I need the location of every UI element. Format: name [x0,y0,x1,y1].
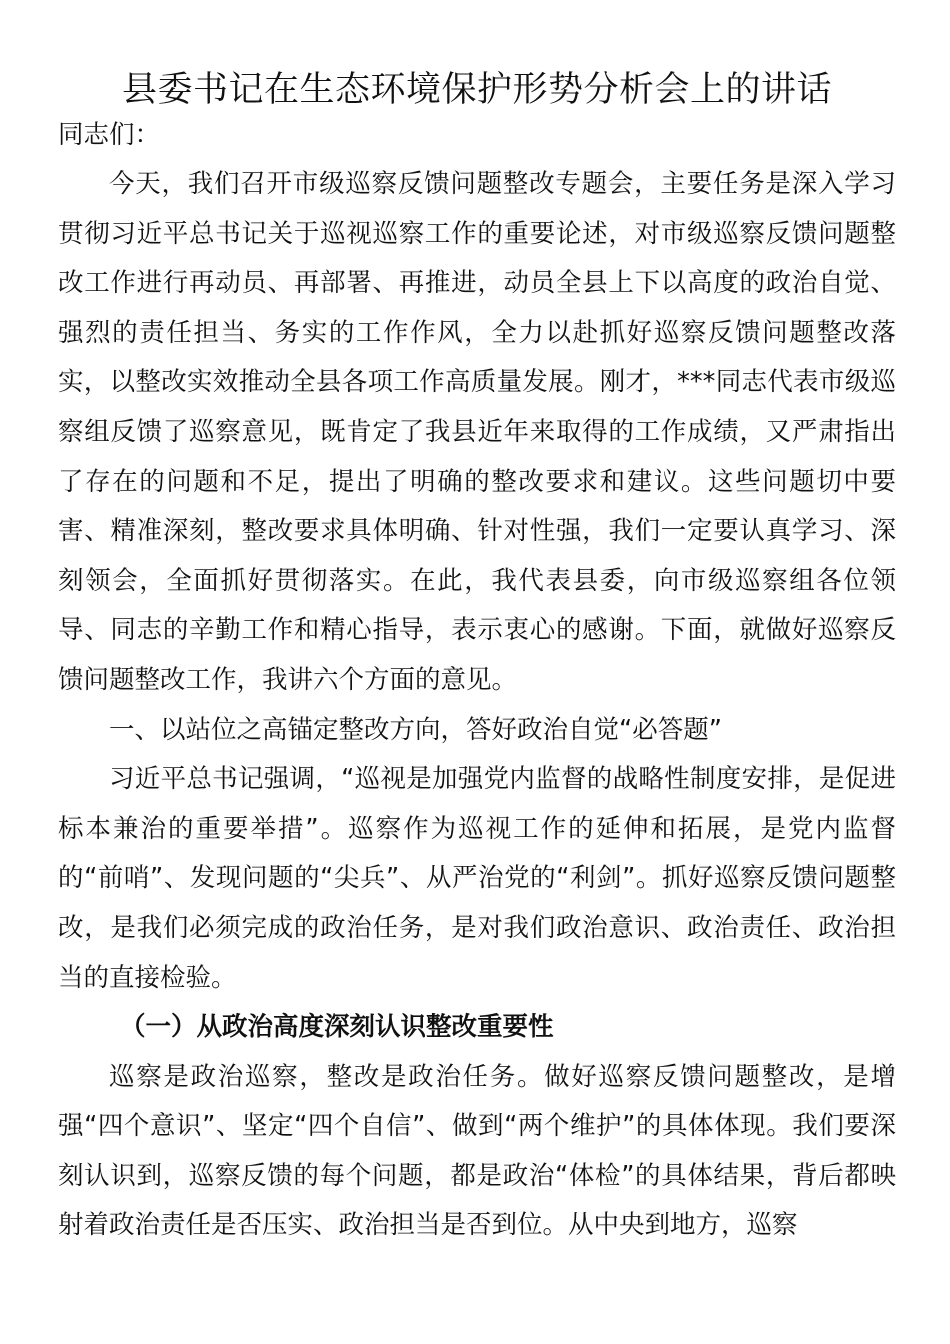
subsection-1-paragraph: 巡察是政治巡察，整改是政治任务。做好巡察反馈问题整改，是增强“四个意识”、坚定“四个自信”、做到“两个维护”的具体体现。我们要深刻认识到，巡察反馈的每个问题，都是政治“体检”的具体结果，背后都映射着政治责任是否压实、政治担当是否到位。从中央到地方，巡察 [58,1061,896,1241]
document-title: 县委书记在生态环境保护形势分析会上的讲话 [121,70,832,110]
intro-paragraph: 今天，我们召开市级巡察反馈问题整改专题会，主要任务是深入学习贯彻习近平总书记关于巡视巡察工作的重要论述，对市级巡察反馈问题整改工作进行再动员、再部署、再推进，动员全县上下以高度的政治自觉、强烈的责任担当、务实的工作作风，全力以赴抓好巡察反馈问题整改落实，以整改实效推动全县各项工作高质量发展。刚才，***同志代表市级巡察组反馈了巡察意见，既肯定了我县近年来取得的工作成绩，又严肃指出了存在的问题和不足，提出了明确的整改要求和建议。这些问题切中要害、精准深刻，整改要求具体明确、针对性强，我们一定要认真学习、深刻领会，全面抓好贯彻落实。在此，我代表县委，向市级巡察组各位领导、同志的辛勤工作和精心指导，表示衷心的感谢。下面，就做好巡察反馈问题整改工作，我讲六个方面的意见。 [58,169,896,695]
section-1-heading: 一、以站位之高锚定整改方向，答好政治自觉“必答题” [109,714,722,745]
subsection-1-heading: （一）从政治高度深刻认识整改重要性 [120,1012,554,1043]
document-page [58,62,896,1251]
salutation: 同志们： [58,120,161,150]
section-1-paragraph: 习近平总书记强调，“巡视是加强党内监督的战略性制度安排，是促进标本兼治的重要举措”。巡察作为巡视工作的延伸和拓展，是党内监督的“前哨”、发现问题的“尖兵”、从严治党的“利剑”。抓好巡察反馈问题整改，是我们必须完成的政治任务，是对我们政治意识、政治责任、政治担当的直接检验。 [58,764,896,993]
